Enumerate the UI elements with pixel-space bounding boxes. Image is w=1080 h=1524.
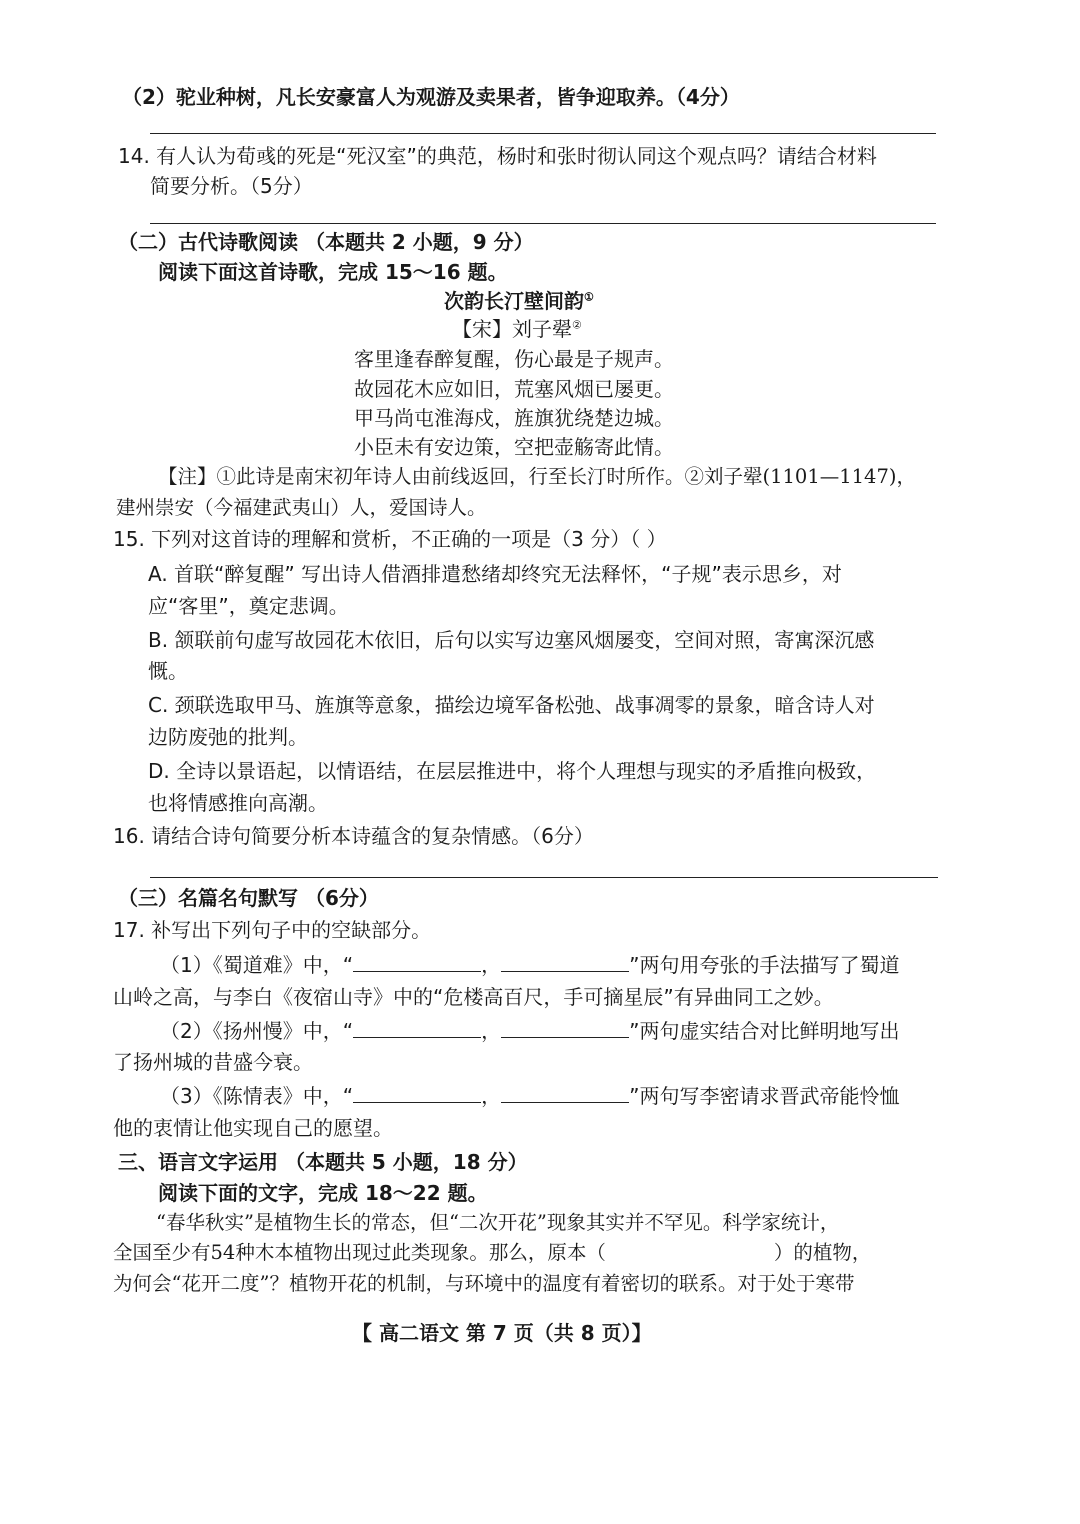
q17-item1-prefix: （1）《蜀道难》中，“ — [160, 953, 354, 977]
q15-option-a-line1: A. 首联“醉复醒” 写出诗人借酒排遣愁绪却终究无法释怀，“子规”表示思乡，对 — [148, 562, 842, 586]
q14-stem-line1: 14. 有人认为荀彧的死是“死汉室”的典范，杨时和张时彻认同这个观点吗？请结合材料 — [118, 144, 877, 168]
q17-item2-comma: ， — [481, 1019, 502, 1043]
q15-option-d-line2: 也将情感推向高潮。 — [148, 791, 328, 815]
q17-item3-suffix: ”两句写李密请求晋武帝能怜恤 — [629, 1084, 900, 1108]
part3-passage-line2 — [113, 1238, 871, 1268]
poem-line-2: 故园花木应如旧，荒塞风烟已屡更。 — [354, 377, 674, 401]
poem-notes-line1: 【注】①此诗是南宋初年诗人由前线返回，行至长汀时所作。②刘子翚(1101—1147)， — [158, 465, 916, 488]
q17-stem: 17. 补写出下列句子中的空缺部分。 — [113, 918, 432, 942]
part3-passage-line2-pre: 全国至少有54种木本植物出现过此类现象。那么，原本（ — [113, 1241, 606, 1264]
poem-notes-line2: 建州崇安（今福建武夷山）人，爱国诗人。 — [116, 496, 487, 519]
poem-title-note: ① — [584, 290, 594, 304]
q17-item1-suffix: ”两句用夸张的手法描写了蜀道 — [629, 953, 900, 977]
poem-title — [444, 286, 594, 316]
q17-item1-comma: ， — [481, 953, 502, 977]
poem-line-1: 客里逢春醉复醒，伤心最是子规声。 — [354, 347, 674, 371]
q17-item1-blank-b[interactable] — [501, 949, 629, 972]
q17-item2-line2: 了扬州城的昔盛今衰。 — [113, 1050, 313, 1074]
q15-option-c-line1: C. 颈联选取甲马、旌旗等意象，描绘边境军备松弛、战事凋零的景象，暗含诗人对 — [148, 693, 875, 717]
part3-passage-line2-post: ）的植物， — [773, 1241, 872, 1264]
q17-item1-line2: 山岭之高，与李白《夜宿山寺》中的“危楼高百尺，手可摘星辰”有异曲同工之妙。 — [113, 985, 834, 1009]
poem-line-4: 小臣未有安边策，空把壶觞寄此情。 — [354, 435, 674, 459]
q15-stem: 15. 下列对这首诗的理解和赏析，不正确的一项是（3 分）（ ） — [113, 527, 667, 551]
q15-option-c-line2: 边防废弛的批判。 — [148, 725, 308, 749]
answer-line-q16 — [150, 877, 938, 878]
part3-heading: 三、语言文字运用 （本题共 5 小题，18 分） — [118, 1150, 528, 1174]
q17-item2-suffix: ”两句虚实结合对比鲜明地写出 — [629, 1019, 900, 1043]
q15-option-b-line1: B. 颔联前句虚写故园花木依旧，后句以实写边塞风烟屡变，空间对照，寄寓深沉感 — [148, 628, 875, 652]
q17-item2-blank-b[interactable] — [501, 1015, 629, 1038]
q17-item3-blank-b[interactable] — [501, 1080, 629, 1103]
part3-passage-line1: “春华秋实”是植物生长的常态，但“二次开花”现象其实并不罕见。科学家统计， — [156, 1211, 840, 1234]
poem-line-3: 甲马尚屯淮海戍，旌旗犹绕楚边城。 — [354, 406, 674, 430]
q17-item2-line1 — [160, 1015, 899, 1046]
section2-heading: （二）古代诗歌阅读 （本题共 2 小题，9 分） — [118, 230, 534, 254]
section3-heading: （三）名篇名句默写 （6分） — [118, 886, 379, 910]
poem-author-text: 【宋】刘子翚 — [452, 317, 572, 341]
q17-item3-line1 — [160, 1080, 899, 1111]
q16-stem: 16. 请结合诗句简要分析本诗蕴含的复杂情感。（6分） — [113, 824, 594, 848]
poem-title-text: 次韵长汀壁间韵 — [444, 289, 584, 313]
q17-item3-comma: ， — [481, 1084, 502, 1108]
q15-option-d-line1: D. 全诗以景语起，以情语结，在层层推进中，将个人理想与现实的矛盾推向极致， — [148, 759, 877, 783]
q14-stem-line2: 简要分析。（5分） — [150, 174, 313, 198]
answer-line-q14 — [150, 223, 936, 224]
q17-item2-blank-a[interactable] — [353, 1015, 481, 1038]
part3-instruction: 阅读下面的文字，完成 18～22 题。 — [158, 1181, 488, 1205]
poem-author — [452, 314, 582, 344]
q15-option-a-line2: 应“客里”，奠定悲调。 — [148, 594, 349, 618]
q17-item3-prefix: （3）《陈情表》中，“ — [160, 1084, 354, 1108]
poem-author-note: ② — [572, 318, 582, 332]
q15-option-b-line2: 慨。 — [148, 659, 188, 683]
q17-item2-prefix: （2）《扬州慢》中，“ — [160, 1019, 354, 1043]
section2-instruction: 阅读下面这首诗歌，完成 15～16 题。 — [158, 260, 508, 284]
q13-item2: （2）驼业种树，凡长安豪富人为观游及卖果者，皆争迎取养。（4分） — [122, 85, 740, 109]
page-footer: 【 高二语文 第 7 页（共 8 页）】 — [352, 1321, 652, 1345]
q17-item3-line2: 他的衷情让他实现自己的愿望。 — [113, 1116, 393, 1140]
q17-item3-blank-a[interactable] — [353, 1080, 481, 1103]
q17-item1-blank-a[interactable] — [353, 949, 481, 972]
part3-passage-line3: 为何会“花开二度”？植物开花的机制，与环境中的温度有着密切的联系。对于处于寒带 — [113, 1272, 855, 1295]
q17-item1-line1 — [160, 949, 899, 980]
answer-line-q13 — [150, 133, 936, 134]
